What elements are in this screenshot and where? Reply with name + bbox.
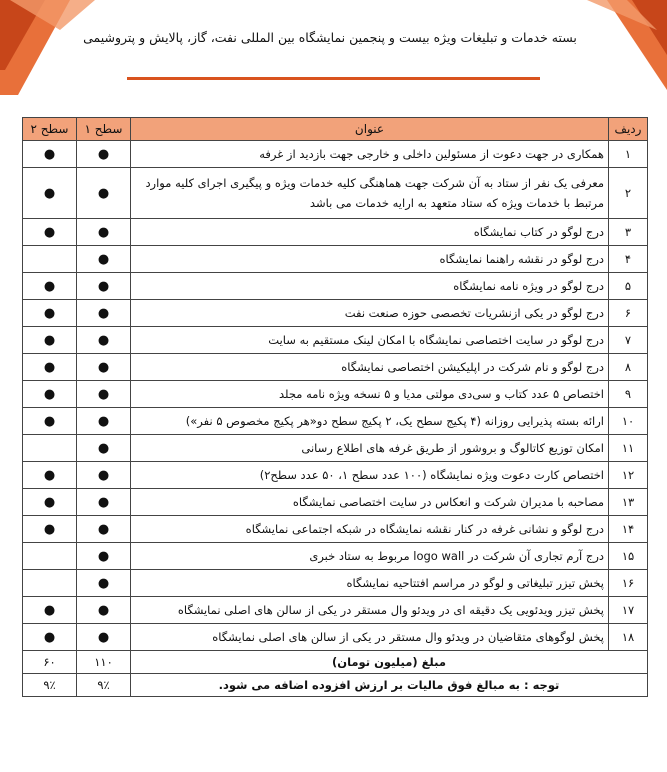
row-number: ۱۱ [609, 435, 648, 462]
level-1-mark: ● [77, 168, 131, 219]
table-row [23, 624, 648, 651]
level-1-mark: ● [77, 462, 131, 489]
level-1-mark: ● [77, 141, 131, 168]
table-row [23, 462, 648, 489]
level-2-mark [23, 435, 77, 462]
row-number: ۱۵ [609, 543, 648, 570]
table-row [23, 327, 648, 354]
left-corner-decoration [0, 0, 95, 95]
level-1-mark: ● [77, 354, 131, 381]
row-title: درج لوگو در سایت اختصاصی نمایشگاه با امکان لینک مستقیم به سایت [131, 327, 609, 354]
row-title: درج لوگو و نام شرکت در اپلیکیشن اختصاصی نمایشگاه [131, 354, 609, 381]
title-underline [127, 77, 540, 80]
level-2-mark: ● [23, 354, 77, 381]
level-1-mark: ● [77, 327, 131, 354]
row-number: ۵ [609, 273, 648, 300]
level-2-mark: ● [23, 219, 77, 246]
row-number: ۱ [609, 141, 648, 168]
header-level-2: سطح ۲ [23, 118, 77, 141]
level-2-mark: ● [23, 381, 77, 408]
level-1-mark: ● [77, 408, 131, 435]
tax-level-1: ۹٪ [77, 674, 131, 697]
level-1-mark: ● [77, 381, 131, 408]
row-title: همکاری در جهت دعوت از مسئولین داخلی و خارجی جهت بازدید از غرفه [131, 141, 609, 168]
table-row [23, 408, 648, 435]
row-number: ۱۴ [609, 516, 648, 543]
level-2-mark: ● [23, 624, 77, 651]
level-1-mark: ● [77, 597, 131, 624]
row-number: ۱۲ [609, 462, 648, 489]
level-1-mark: ● [77, 246, 131, 273]
price-level-1: ۱۱۰ [77, 651, 131, 674]
row-title: اختصاص کارت دعوت ویژه نمایشگاه (۱۰۰ عدد سطح ۱، ۵۰ عدد سطح۲) [131, 462, 609, 489]
header-title: عنوان [131, 118, 609, 141]
row-number: ۱۶ [609, 570, 648, 597]
table-row [23, 273, 648, 300]
level-1-mark: ● [77, 543, 131, 570]
level-2-mark: ● [23, 273, 77, 300]
row-title: درج آرم تجاری آن شرکت در logo wall مربوط به ستاد خبری [131, 543, 609, 570]
tax-note: توجه : به مبالغ فوق مالیات بر ارزش افزوده اضافه می شود. [131, 674, 648, 697]
row-title: معرفی یک نفر از ستاد به آن شرکت جهت هماهنگی کلیه خدمات ویژه و پیگیری اجرای کلیه موارد مرتبط با خدمات ویژه که ستاد متعهد به ارایه خدمات می باشد [131, 168, 609, 219]
row-title: درج لوگو در ویژه نامه نمایشگاه [131, 273, 609, 300]
document-title: بسته خدمات و تبلیغات ویژه بیست و پنجمین نمایشگاه بین المللی نفت، گاز، پالایش و پتروشیمی [83, 30, 577, 45]
row-number: ۸ [609, 354, 648, 381]
level-2-mark: ● [23, 516, 77, 543]
row-number: ۱۸ [609, 624, 648, 651]
level-2-mark [23, 543, 77, 570]
level-1-mark: ● [77, 435, 131, 462]
price-row [23, 651, 648, 674]
table-row [23, 543, 648, 570]
tax-level-2: ۹٪ [23, 674, 77, 697]
table-row [23, 141, 648, 168]
table-row [23, 219, 648, 246]
level-2-mark [23, 246, 77, 273]
level-2-mark: ● [23, 168, 77, 219]
tax-row [23, 674, 648, 697]
row-title: پخش تیزر تبلیغاتی و لوگو در مراسم افتتاحیه نمایشگاه [131, 570, 609, 597]
row-number: ۷ [609, 327, 648, 354]
table-row [23, 246, 648, 273]
table-row [23, 570, 648, 597]
row-number: ۱۳ [609, 489, 648, 516]
level-2-mark [23, 570, 77, 597]
services-table [22, 117, 648, 697]
level-1-mark: ● [77, 570, 131, 597]
table-row [23, 597, 648, 624]
level-2-mark: ● [23, 327, 77, 354]
table-row [23, 435, 648, 462]
table-row [23, 354, 648, 381]
row-title: درج لوگو در نقشه راهنما نمایشگاه [131, 246, 609, 273]
level-1-mark: ● [77, 489, 131, 516]
price-level-2: ۶۰ [23, 651, 77, 674]
level-1-mark: ● [77, 624, 131, 651]
row-title: اختصاص ۵ عدد کتاب و سی‌دی مولتی مدیا و ۵ نسخه ویژه نامه مجلد [131, 381, 609, 408]
row-title: درج لوگو در کتاب نمایشگاه [131, 219, 609, 246]
table-header-row [23, 118, 648, 141]
row-title: ارائه بسته پذیرایی روزانه (۴ پکیج سطح یک، ۲ پکیج سطح دو«هر پکیج مخصوص ۵ نفر») [131, 408, 609, 435]
level-2-mark: ● [23, 141, 77, 168]
table-row [23, 168, 648, 219]
row-title: درج لوگو و نشانی غرفه در کنار نقشه نمایشگاه در شبکه اجتماعی نمایشگاه [131, 516, 609, 543]
row-title: مصاحبه با مدیران شرکت و انعکاس در سایت اختصاصی نمایشگاه [131, 489, 609, 516]
right-corner-decoration [587, 0, 667, 95]
row-number: ۲ [609, 168, 648, 219]
row-title: پخش تیزر ویدئویی یک دقیقه ای در ویدئو وال مستقر در یکی از سالن های اصلی نمایشگاه [131, 597, 609, 624]
row-number: ۴ [609, 246, 648, 273]
header-row-number: ردیف [609, 118, 648, 141]
table-row [23, 516, 648, 543]
row-title: پخش لوگوهای متقاضیان در ویدئو وال مستقر در یکی از سالن های اصلی نمایشگاه [131, 624, 609, 651]
level-2-mark: ● [23, 489, 77, 516]
level-2-mark: ● [23, 462, 77, 489]
price-label: مبلغ (میلیون تومان) [131, 651, 648, 674]
row-number: ۶ [609, 300, 648, 327]
table-row [23, 300, 648, 327]
row-number: ۱۰ [609, 408, 648, 435]
level-1-mark: ● [77, 516, 131, 543]
level-2-mark: ● [23, 300, 77, 327]
header-level-1: سطح ۱ [77, 118, 131, 141]
level-2-mark: ● [23, 597, 77, 624]
table-row [23, 381, 648, 408]
row-number: ۹ [609, 381, 648, 408]
level-1-mark: ● [77, 300, 131, 327]
row-number: ۳ [609, 219, 648, 246]
level-1-mark: ● [77, 219, 131, 246]
level-1-mark: ● [77, 273, 131, 300]
row-number: ۱۷ [609, 597, 648, 624]
table-row [23, 489, 648, 516]
level-2-mark: ● [23, 408, 77, 435]
row-title: امکان توزیع کاتالوگ و بروشور از طریق غرفه های اطلاع رسانی [131, 435, 609, 462]
row-title: درج لوگو در یکی ازنشریات تخصصی حوزه صنعت نفت [131, 300, 609, 327]
